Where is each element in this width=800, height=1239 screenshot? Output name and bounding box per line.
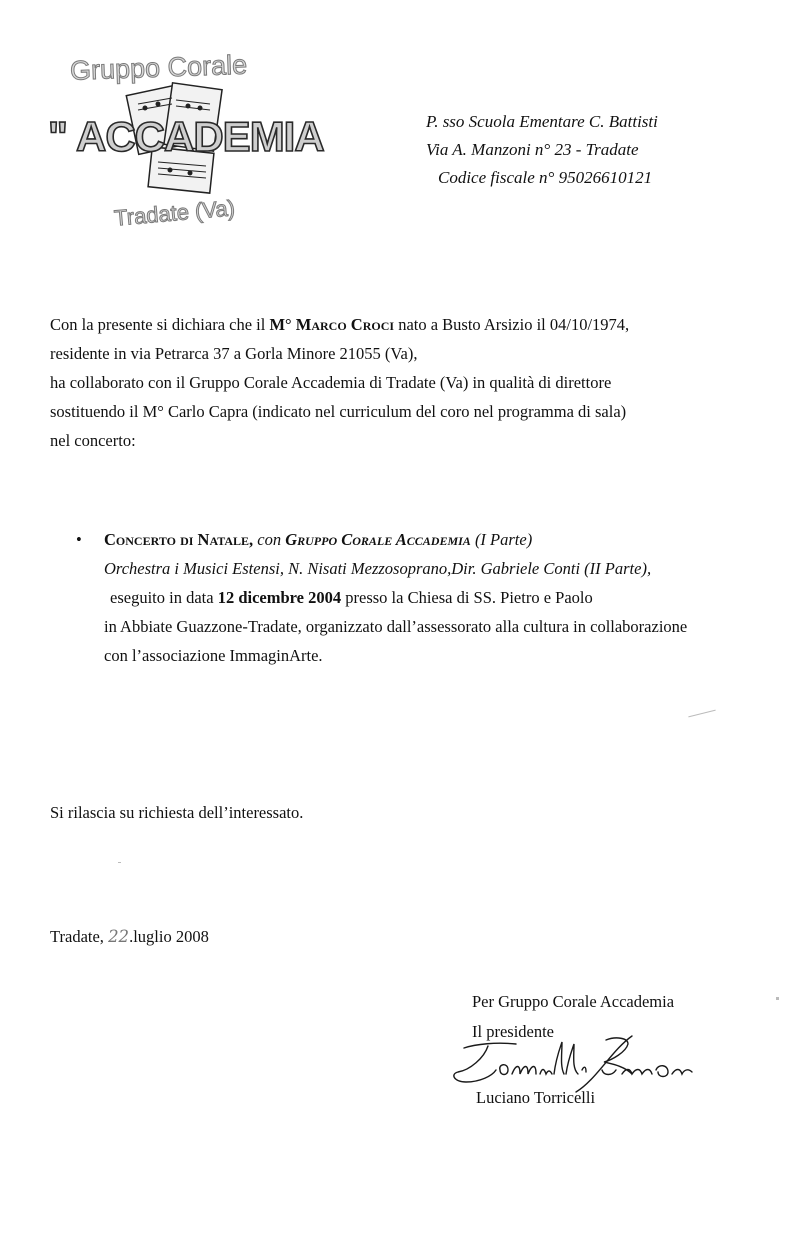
concert-date: 12 dicembre 2004 bbox=[217, 588, 342, 607]
scan-mark bbox=[118, 862, 121, 863]
date-line bbox=[50, 927, 209, 947]
fiscal-code: Codice fiscale n° 95026610121 bbox=[438, 168, 653, 187]
scan-mark bbox=[776, 997, 779, 1000]
concert-exec-start: eseguito in data bbox=[110, 588, 218, 607]
signatory-name: Luciano Torricelli bbox=[476, 1088, 596, 1107]
date-rest: .luglio 2008 bbox=[129, 927, 209, 946]
concert-choir: Gruppo Corale Accademia bbox=[285, 530, 471, 549]
logo-top-text: Gruppo Corale bbox=[69, 49, 248, 86]
concert-part1: (I Parte) bbox=[470, 530, 533, 549]
concert-exec-line bbox=[104, 583, 784, 612]
signature-org: Per Gruppo Corale Accademia bbox=[472, 992, 675, 1011]
concert-with: con bbox=[253, 530, 286, 549]
body-line-3: ha collaborato con il Gruppo Corale Accademia di Tradate (Va) in qualità di direttore bbox=[50, 373, 612, 392]
concert-orchestra: Orchestra i Musici Estensi, N. Nisati Mezzosoprano,Dir. Gabriele Conti (II Parte), bbox=[104, 559, 652, 578]
bullet-icon: • bbox=[76, 530, 82, 549]
date-city: Tradate, bbox=[50, 927, 109, 946]
concert-exec-end: presso la Chiesa di SS. Pietro e Paolo bbox=[341, 588, 593, 607]
body-line-1 bbox=[50, 310, 770, 339]
logo-main-text: " ACCADEMIA " bbox=[48, 113, 330, 160]
handwritten-signature bbox=[436, 1030, 716, 1110]
concert-line-5: con l’associazione ImmaginArte. bbox=[104, 646, 323, 665]
address-line-1: P. sso Scuola Ementare C. Battisti bbox=[426, 112, 658, 131]
declaration-body bbox=[50, 310, 770, 455]
header-address bbox=[426, 108, 766, 192]
body-line-1-end: nato a Busto Arsizio il 04/10/1974, bbox=[394, 315, 630, 334]
concert-title: Concerto di Natale, bbox=[104, 530, 254, 549]
director-name: M° Marco Croci bbox=[269, 315, 395, 334]
concert-line-4: in Abbiate Guazzone-Tradate, organizzato dall’assessorato alla cultura in collaborazione bbox=[104, 617, 688, 636]
address-line-2: Via A. Manzoni n° 23 - Tradate bbox=[426, 140, 639, 159]
concert-title-line bbox=[104, 525, 784, 554]
date-day-handwritten: 22 bbox=[108, 927, 130, 946]
signature-role: Il presidente bbox=[472, 1022, 555, 1041]
body-line-1-start: Con la presente si dichiara che il bbox=[50, 315, 270, 334]
body-line-2: residente in via Petrarca 37 a Gorla Minore 21055 (Va), bbox=[50, 344, 418, 363]
body-line-4: sostituendo il M° Carlo Capra (indicato nel curriculum del coro nel programma di sala) bbox=[50, 402, 627, 421]
body-line-5: nel concerto: bbox=[50, 431, 136, 450]
logo-bottom-text: Tradate (Va) bbox=[113, 195, 236, 231]
scan-mark bbox=[688, 710, 715, 718]
choir-logo bbox=[40, 38, 330, 238]
closing-statement: Si rilascia su richiesta dell’interessato. bbox=[50, 803, 304, 822]
